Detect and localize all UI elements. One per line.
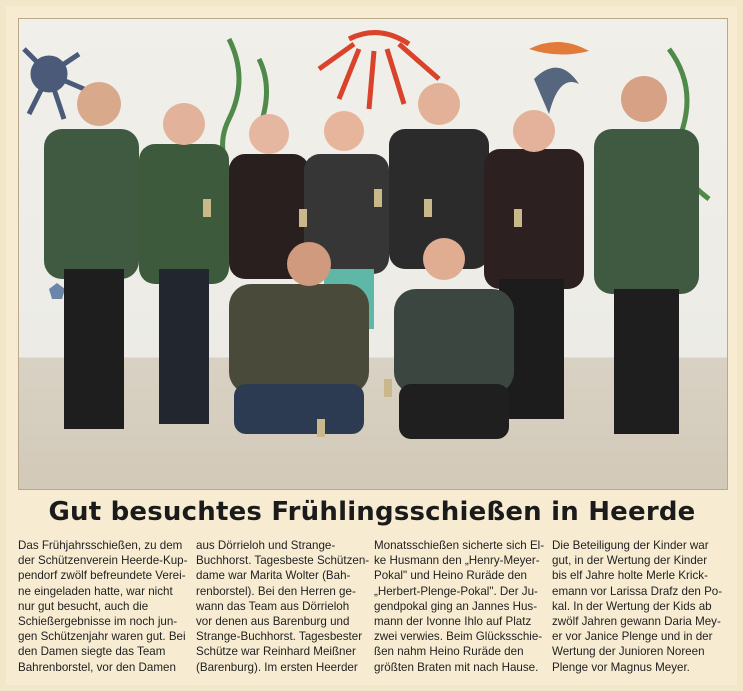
text-line: Plenge vor Magnus Meyer. <box>552 660 690 674</box>
article-column-3 <box>374 538 545 675</box>
person-back-1 <box>44 82 139 429</box>
newspaper-clipping <box>6 6 737 685</box>
wall-sun-mural <box>24 49 84 119</box>
text-line: Bahrenborstel, vor den Damen <box>18 660 176 674</box>
wall-fish-mural <box>529 42 589 55</box>
text-line: Pokal" und Heino Ruräde den <box>374 569 528 583</box>
wall-palm-mural <box>534 68 579 114</box>
text-line: Buchhorst. Tagesbeste Schützen- <box>196 554 370 568</box>
article-column-4 <box>552 538 723 675</box>
photo-illustration <box>19 19 727 489</box>
headline: Gut besuchtes Frühlingsschießen in Heerde <box>48 497 696 527</box>
article-body <box>18 538 726 674</box>
text-line: pendorf zwölf befreundete Verei- <box>18 569 186 583</box>
wall-star-mural <box>49 283 65 299</box>
text-line: vor denen aus Barenburg und <box>196 615 350 629</box>
article-column-2 <box>196 538 370 675</box>
text-line: aus Dörrieloh und Strange- <box>196 539 336 552</box>
text-line: kal. In der Wertung der Kids ab <box>552 599 712 613</box>
text-line: größten Braten mit nach Hause. <box>374 660 539 674</box>
text-line: (Barenburg). Im ersten Heerder <box>196 660 358 674</box>
text-line: ne eingeladen hatte, war nicht <box>18 584 173 598</box>
text-line: ßen nahm Heino Ruräde den <box>374 645 524 659</box>
text-line: emann vor Larissa Drafz den Po- <box>552 584 723 598</box>
text-line: zwölf Jahren gewann Daria Mey- <box>552 615 721 629</box>
text-line: der Schützenverein Heerde-Kup- <box>18 554 188 568</box>
text-line: „Herbert-Plenge-Pokal". Der Ju- <box>374 584 538 598</box>
group-photo <box>18 18 728 490</box>
text-line: gendpokal ging an Jannes Hus- <box>374 599 538 613</box>
text-line: mann der Ivonne Ihlo auf Platz <box>374 615 532 629</box>
text-line: Die Beteiligung der Kinder war <box>552 539 709 552</box>
text-line: nur gut besucht, auch die <box>18 599 149 613</box>
text-line: Schütze war Reinhard Meißner <box>196 645 356 659</box>
text-line: bis elf Jahre holte Merle Krick- <box>552 569 708 583</box>
text-line: Schießergebnisse im noch jun- <box>18 615 178 629</box>
text-line: wann das Team aus Dörrieloh <box>196 599 350 613</box>
text-line: gen Schützenjahr waren gut. Bei <box>18 630 186 644</box>
text-line: ke Husmann den „Henry-Meyer- <box>374 554 540 568</box>
article-column-1 <box>18 538 188 675</box>
text-line: den Damen siegte das Team <box>18 645 166 659</box>
text-line: Monatsschießen sicherte sich El- <box>374 539 545 552</box>
text-line: renborstel). Bei den Herren ge- <box>196 584 356 598</box>
text-line: dame war Marita Wolter (Bah- <box>196 569 351 583</box>
text-line: Wertung der Junioren Noreen <box>552 645 705 659</box>
text-line: Das Frühjahrsschießen, zu dem <box>18 539 183 552</box>
text-line: Strange-Buchhorst. Tagesbester <box>196 630 363 644</box>
person-back-7 <box>594 76 699 434</box>
text-line: zwei verwies. Beim Glücksschie- <box>374 630 543 644</box>
person-back-2 <box>139 103 229 424</box>
text-line: gut, in der Wertung der Kinder <box>552 554 708 568</box>
text-line: er vor Janice Plenge und in der <box>552 630 713 644</box>
